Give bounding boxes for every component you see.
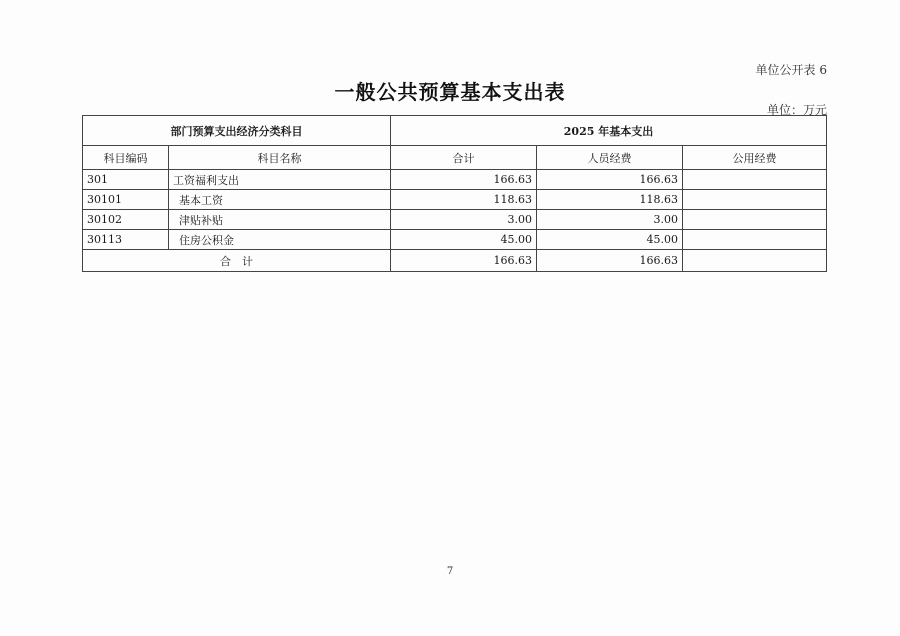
cell-name: 津贴补贴 (169, 210, 391, 230)
cell-public (683, 210, 827, 230)
cell-personnel: 3.00 (537, 210, 683, 230)
cell-total: 166.63 (391, 170, 537, 190)
unit-label: 单位：万元 (766, 103, 827, 117)
table-row (83, 230, 827, 250)
cell-personnel: 166.63 (537, 170, 683, 190)
cell-public (683, 170, 827, 190)
total-label: 合 计 (83, 250, 391, 272)
table-group-header-row (83, 116, 827, 146)
cell-total: 45.00 (391, 230, 537, 250)
cell-name: 住房公积金 (169, 230, 391, 250)
cell-name: 基本工资 (169, 190, 391, 210)
table-row (83, 210, 827, 230)
col-header-code: 科目编码 (83, 146, 169, 170)
cell-public (683, 190, 827, 210)
cell-code: 30101 (83, 190, 169, 210)
group-header-basic-expenditure: 2025 年基本支出 (391, 116, 827, 146)
table-row (83, 170, 827, 190)
cell-total: 118.63 (391, 190, 537, 210)
page-title: 一般公共预算基本支出表 (334, 80, 566, 104)
budget-table (82, 115, 827, 272)
cell-code: 30102 (83, 210, 169, 230)
total-value: 166.63 (391, 250, 537, 272)
table-column-header-row (83, 146, 827, 170)
group-header-classification: 部门预算支出经济分类科目 (83, 116, 391, 146)
col-header-total: 合计 (391, 146, 537, 170)
cell-name: 工资福利支出 (169, 170, 391, 190)
cell-total: 3.00 (391, 210, 537, 230)
col-header-personnel: 人员经费 (537, 146, 683, 170)
cell-code: 301 (83, 170, 169, 190)
col-header-name: 科目名称 (169, 146, 391, 170)
page-number: 7 (446, 566, 454, 577)
table-total-row (83, 250, 827, 272)
doc-label: 单位公开表 6 (755, 63, 827, 77)
total-public (683, 250, 827, 272)
total-personnel: 166.63 (537, 250, 683, 272)
cell-code: 30113 (83, 230, 169, 250)
cell-personnel: 45.00 (537, 230, 683, 250)
col-header-public: 公用经费 (683, 146, 827, 170)
cell-personnel: 118.63 (537, 190, 683, 210)
cell-public (683, 230, 827, 250)
table-row (83, 190, 827, 210)
